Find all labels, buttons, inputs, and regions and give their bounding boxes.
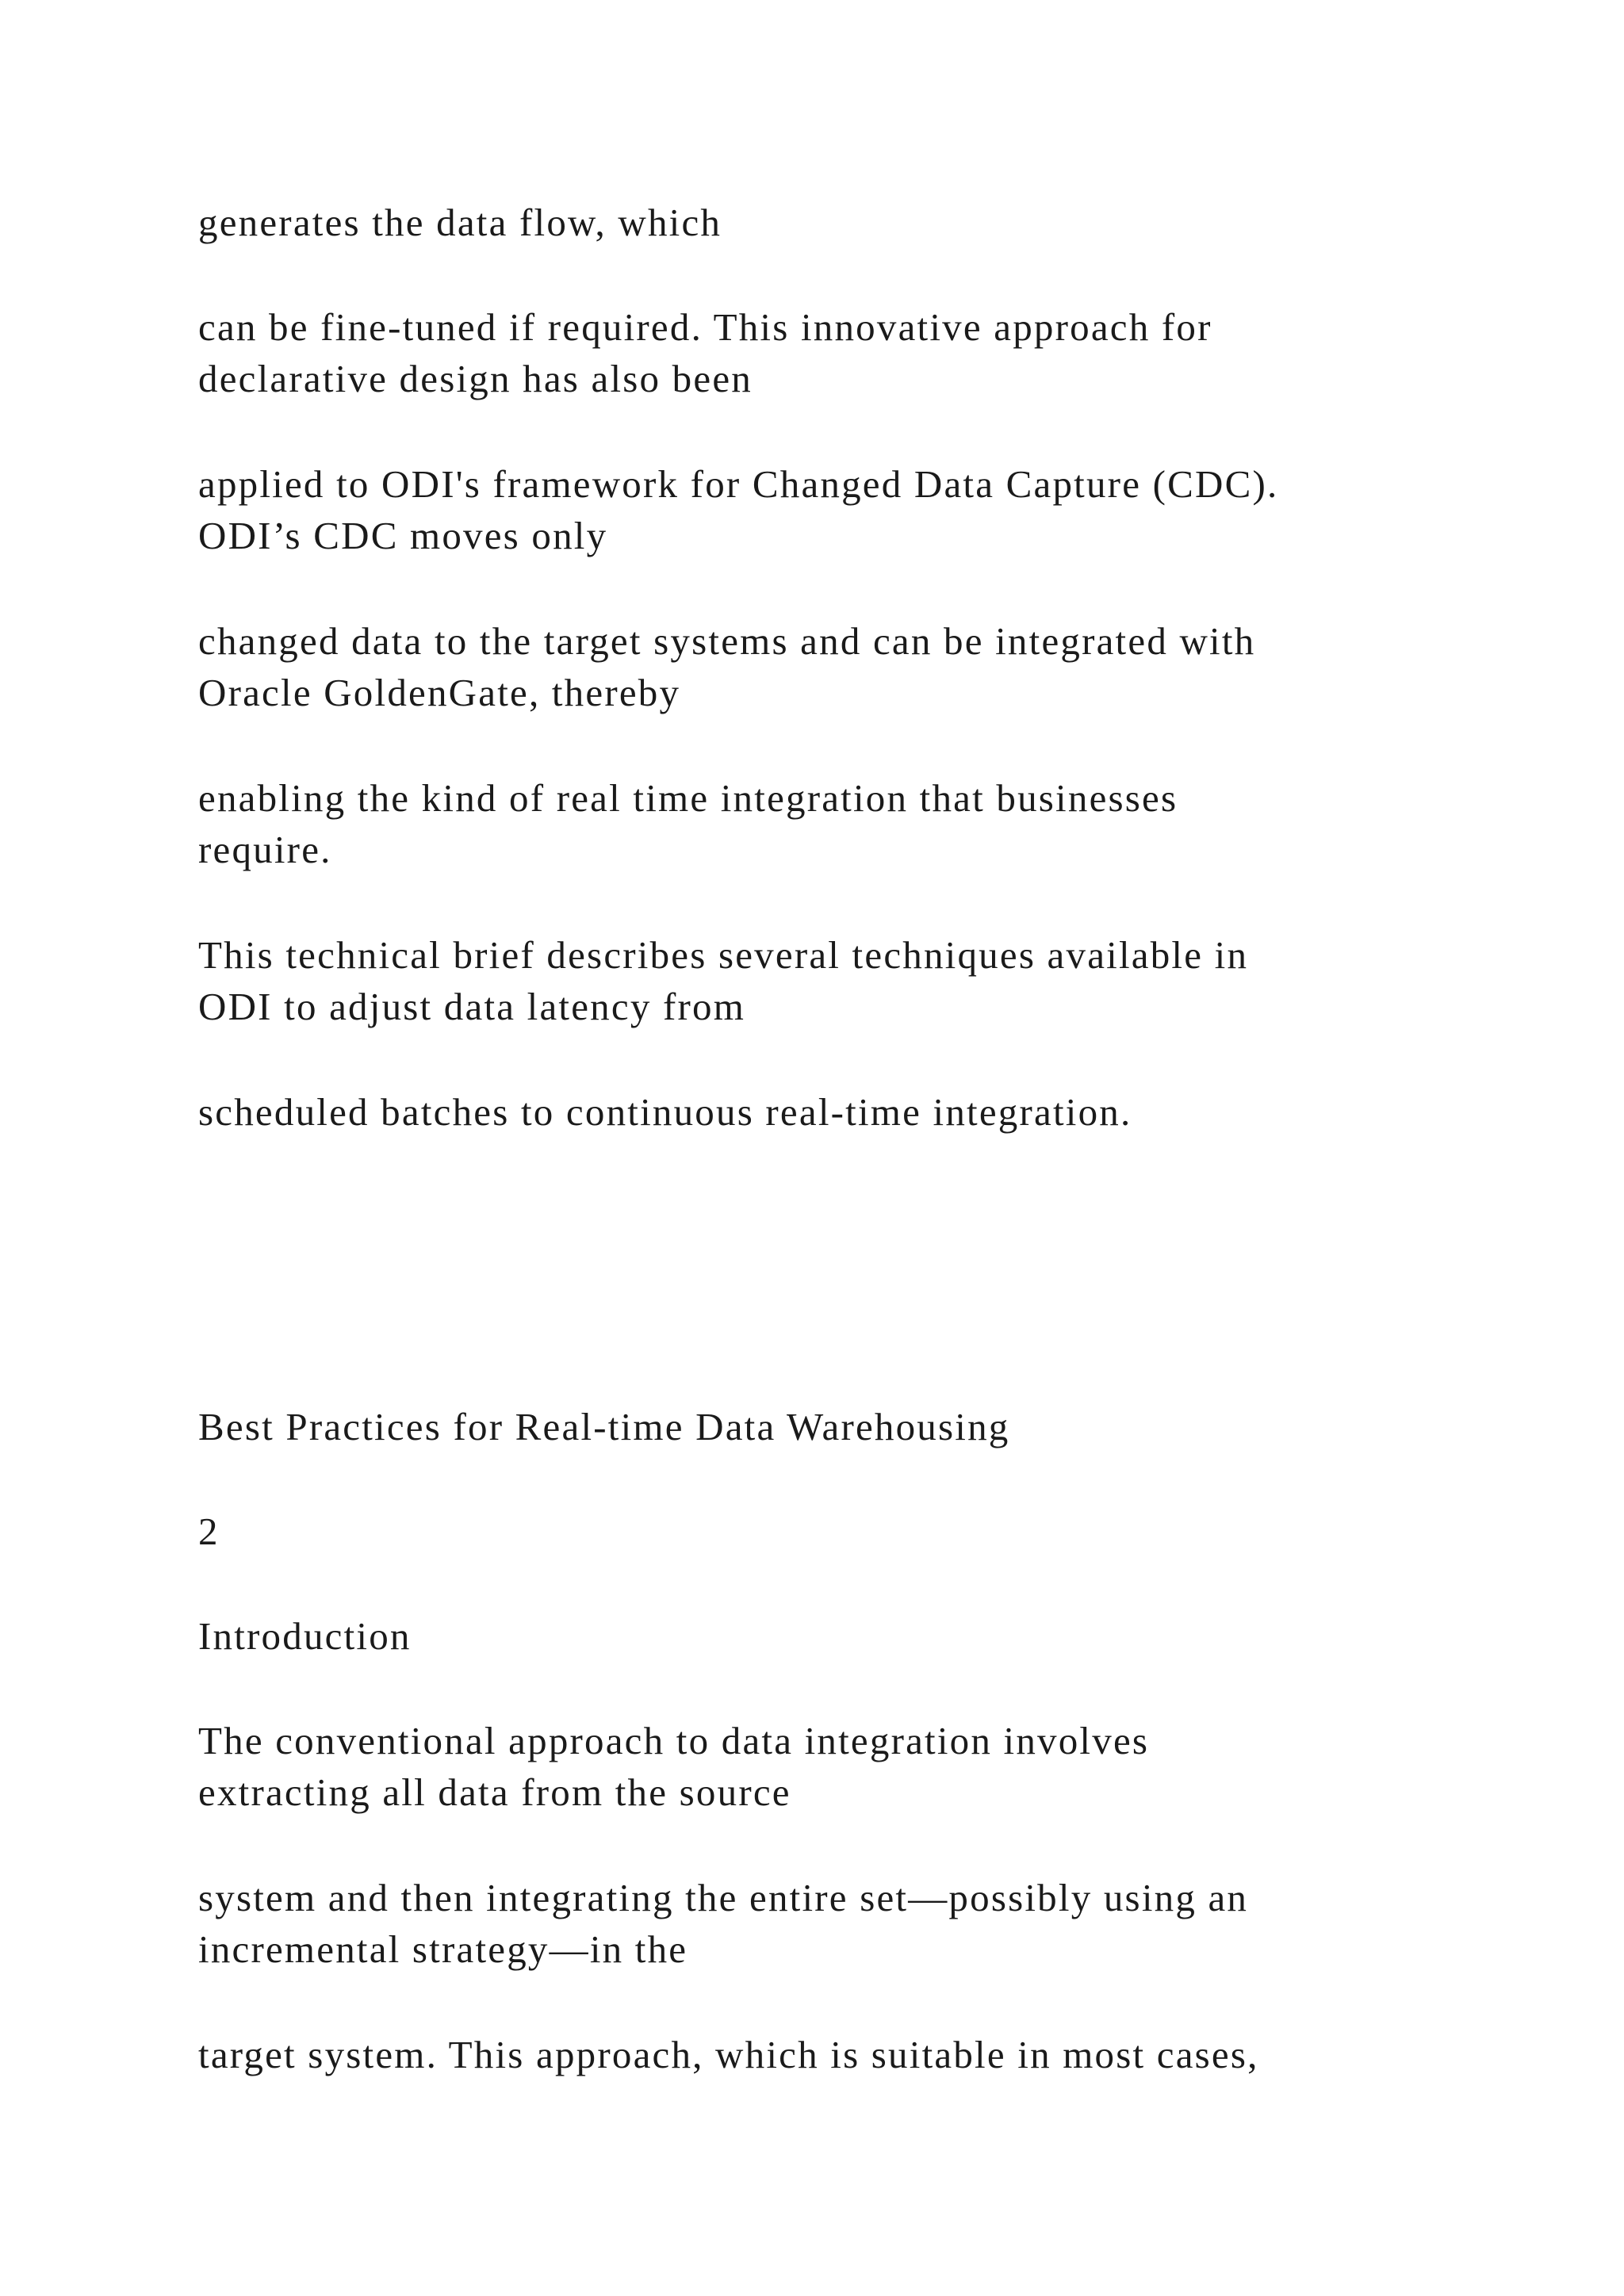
text-line: This technical brief describes several techniques available in: [198, 933, 1249, 977]
text-line: require.: [198, 828, 332, 871]
paragraph: [198, 615, 1499, 718]
paragraph: [198, 301, 1499, 404]
text-line: extracting all data from the source: [198, 1770, 791, 1814]
text-line: ODI to adjust data latency from: [198, 985, 746, 1028]
text-line: incremental strategy—in the: [198, 1927, 688, 1971]
text-line: generates the data flow, which: [198, 201, 722, 244]
text-line: target system. This approach, which is suitable in most cases,: [198, 2033, 1259, 2076]
text-line: 2: [198, 1510, 220, 1553]
paragraph: [198, 197, 1499, 248]
paragraph: [198, 458, 1499, 561]
text-line: ODI’s CDC moves only: [198, 514, 608, 557]
text-line: enabling the kind of real time integration that businesses: [198, 776, 1178, 820]
paragraph: [198, 1086, 1499, 1138]
paragraph: [198, 1715, 1499, 1818]
section-heading: [198, 1610, 1499, 1662]
text-line: scheduled batches to continuous real-time integration.: [198, 1090, 1132, 1134]
text-line: declarative design has also been: [198, 357, 753, 400]
paragraph: [198, 929, 1499, 1032]
text-line: Best Practices for Real-time Data Warehousing: [198, 1405, 1010, 1448]
paragraph: [198, 2029, 1499, 2080]
text-line: Introduction: [198, 1614, 412, 1658]
paragraph: [198, 772, 1499, 875]
text-line: The conventional approach to data integration involves: [198, 1719, 1150, 1762]
text-line: changed data to the target systems and can be integrated with: [198, 619, 1256, 663]
text-line: applied to ODI's framework for Changed Data Capture (CDC).: [198, 462, 1279, 506]
text-line: system and then integrating the entire set—possibly using an: [198, 1876, 1249, 1919]
page-number: [198, 1506, 1499, 1557]
paragraph: [198, 1872, 1499, 1975]
text-line: Oracle GoldenGate, thereby: [198, 671, 681, 714]
text-line: can be fine-tuned if required. This innovative approach for: [198, 305, 1212, 349]
section-title: [198, 1401, 1499, 1452]
